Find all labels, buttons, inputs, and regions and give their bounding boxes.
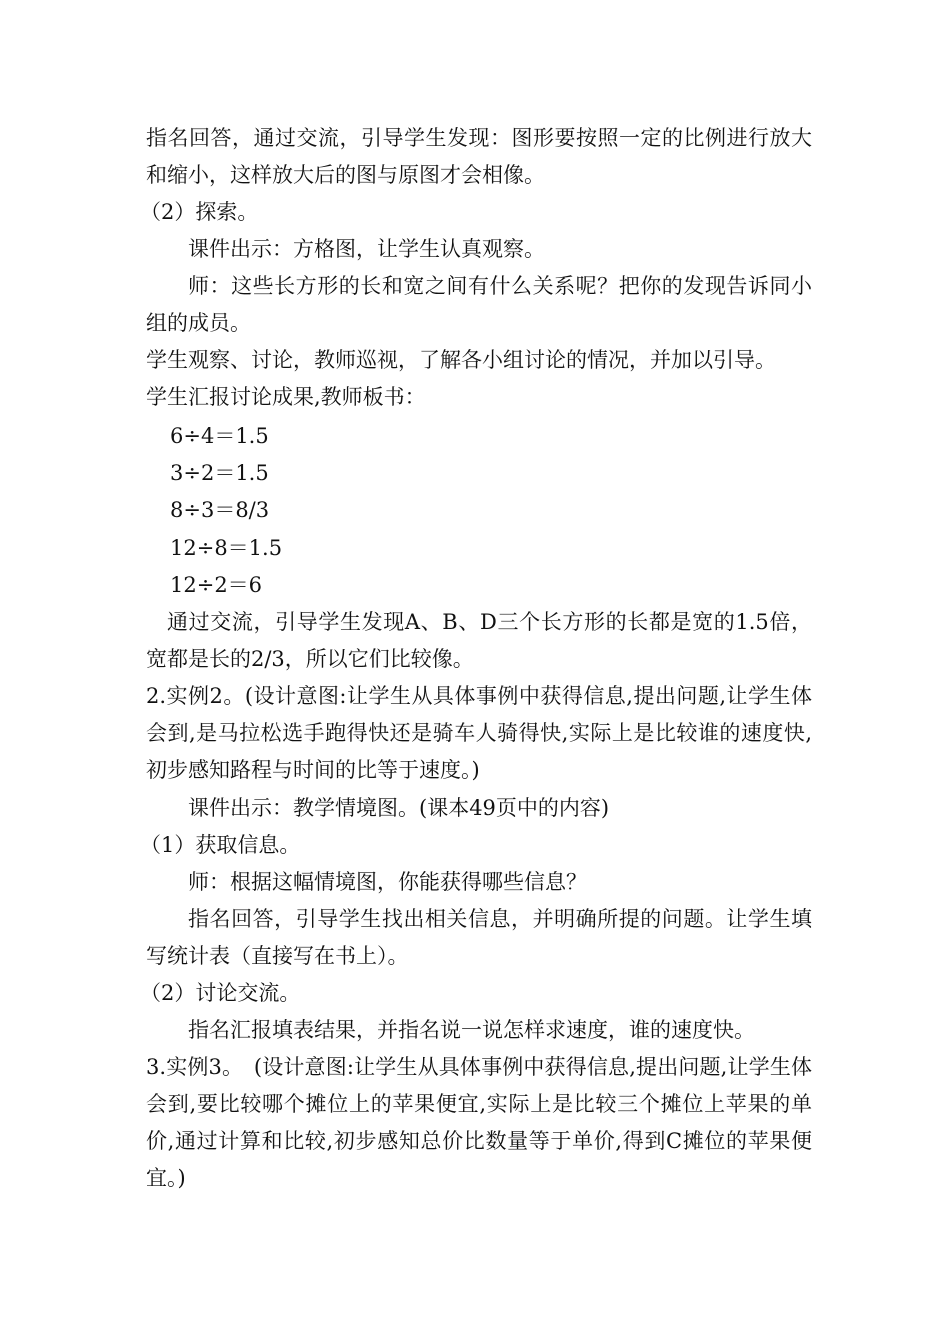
heading-get-info: （1）获取信息。 (140, 833, 301, 857)
paragraph-teacher-question: 师：这些长方形的长和宽之间有什么关系呢？把你的发现告诉同小组的成员。 (146, 274, 812, 335)
paragraph-teacher-prompt: 师：根据这幅情境图，你能获得哪些信息？ (188, 870, 587, 894)
equation-line: 3÷2＝1.5 (170, 461, 269, 485)
paragraph-student-discussion: 学生观察、讨论，教师巡视，了解各小组讨论的情况，并加以引导。 (146, 348, 776, 372)
paragraph-answer-summary: 指名回答，通过交流，引导学生发现：图形要按照一定的比例进行放大和缩小，这样放大后的图与原图才会相像。 (146, 126, 812, 187)
paragraph-board-writing: 学生汇报讨论成果,教师板书： (146, 385, 426, 409)
paragraph-example-2: 2.实例2。(设计意图:让学生从具体事例中获得信息,提出问题,让学生体会到,是马拉松选手跑得快还是骑车人骑得快,实际上是比较谁的速度快,初步感知路程与时间的比等于速度。) (146, 684, 812, 782)
equation-line: 12÷2＝6 (170, 573, 263, 597)
equation-line: 6÷4＝1.5 (170, 424, 269, 448)
paragraph-courseware-scene: 课件出示：教学情境图。(课本49页中的内容) (188, 796, 610, 820)
paragraph-example-3: 3.实例3。 (设计意图:让学生从具体事例中获得信息,提出问题,让学生体会到,要比较哪个摊位上的苹果便宜,实际上是比较三个摊位上苹果的单价,通过计算和比较,初步感知总价比数量等于单价,得到C摊位的苹果便宜。) (146, 1055, 812, 1190)
paragraph-fill-table: 指名回答，引导学生找出相关信息，并明确所提的问题。让学生填写统计表（直接写在书上）。 (146, 907, 812, 968)
heading-discuss: （2）讨论交流。 (140, 981, 301, 1005)
equation-line: 12÷8＝1.5 (170, 536, 283, 560)
heading-explore: （2）探索。 (140, 200, 259, 224)
paragraph-courseware-grid: 课件出示：方格图，让学生认真观察。 (188, 237, 545, 261)
paragraph-exchange-finding: 通过交流，引导学生发现A、B、D三个长方形的长都是宽的1.5倍，宽都是长的2/3，所以它们比较像。 (146, 610, 812, 671)
equation-line: 8÷3＝8/3 (170, 498, 270, 522)
paragraph-report-speed: 指名汇报填表结果，并指名说一说怎样求速度，谁的速度快。 (188, 1018, 755, 1042)
